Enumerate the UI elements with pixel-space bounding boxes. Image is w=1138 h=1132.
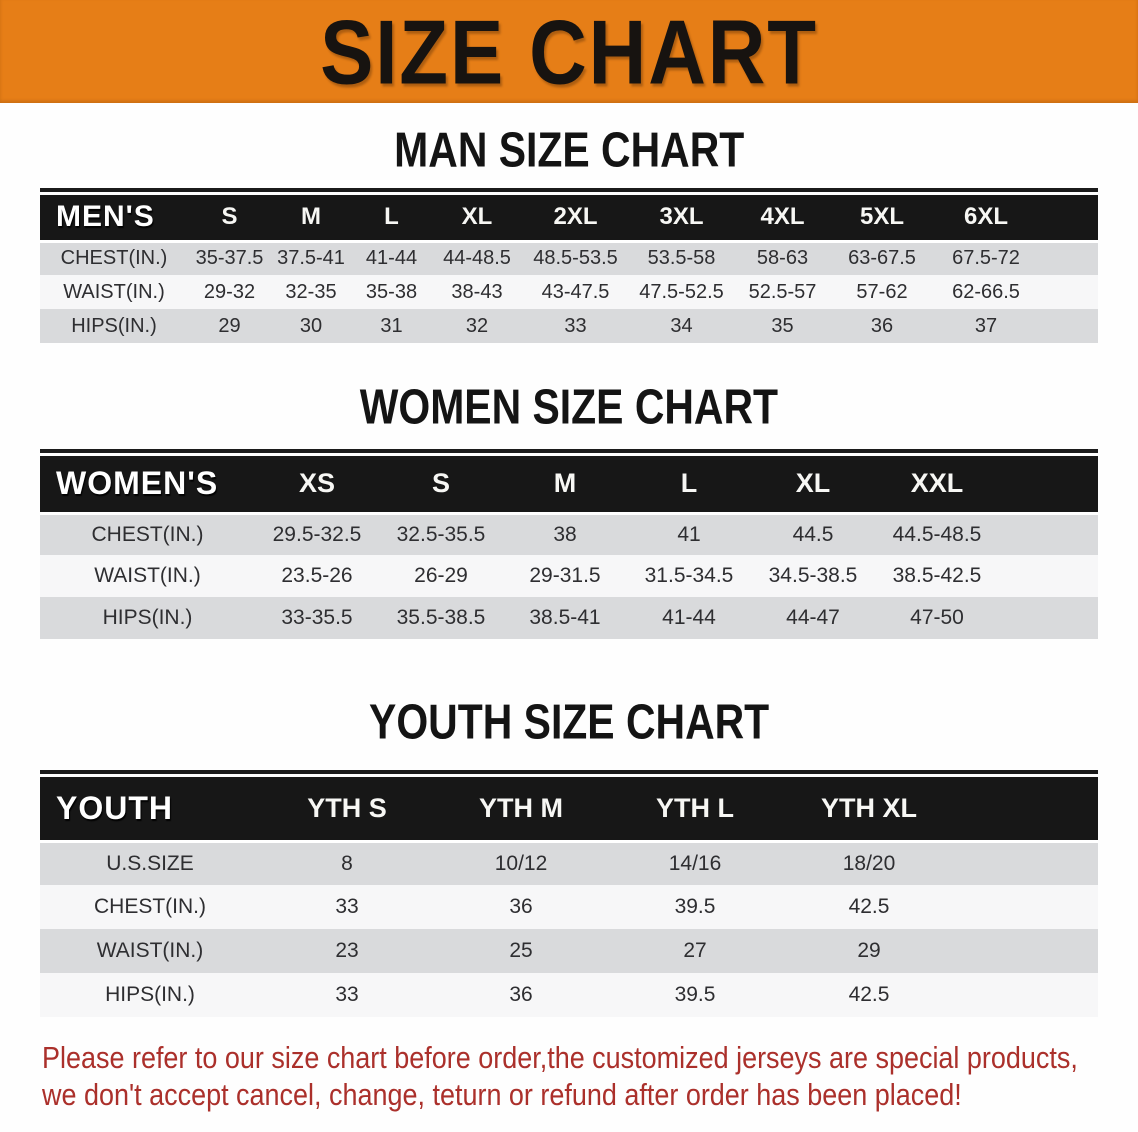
size-cell: 35 [734, 309, 831, 343]
size-cell: 18/20 [782, 841, 956, 885]
spacer-cell [956, 973, 1098, 1017]
size-cell: 29-31.5 [503, 555, 627, 597]
spacer-cell [999, 513, 1098, 555]
women-section-heading [0, 380, 1138, 435]
size-cell: 39.5 [608, 885, 782, 929]
column-header-yth-xl: YTH XL [782, 777, 956, 841]
size-cell: 63-67.5 [831, 241, 933, 275]
row-label: CHEST(IN.) [40, 513, 255, 555]
column-header-s: S [188, 195, 271, 241]
column-header-yth-s: YTH S [260, 777, 434, 841]
size-cell: 67.5-72 [933, 241, 1039, 275]
column-header-xxl: XXL [875, 456, 999, 513]
column-header-xl: XL [751, 456, 875, 513]
size-cell: 38 [503, 513, 627, 555]
column-header-3xl: 3XL [629, 195, 734, 241]
spacer-cell [999, 456, 1098, 513]
banner [0, 0, 1138, 103]
disclaimer-line-2: we don't accept cancel, change, teturn or refund after order has been placed! [42, 1077, 962, 1112]
size-cell: 23 [260, 929, 434, 973]
youth-hips-row [40, 973, 1098, 1017]
women-section-heading-text: WOMEN SIZE CHART [359, 380, 779, 435]
size-cell: 37 [933, 309, 1039, 343]
disclaimer [42, 1039, 1138, 1113]
size-cell: 34.5-38.5 [751, 555, 875, 597]
man-section-heading [0, 123, 1138, 178]
size-cell: 31.5-34.5 [627, 555, 751, 597]
row-label: CHEST(IN.) [40, 241, 188, 275]
size-cell: 44.5-48.5 [875, 513, 999, 555]
size-cell: 33 [522, 309, 629, 343]
size-cell: 41-44 [351, 241, 432, 275]
size-cell: 27 [608, 929, 782, 973]
spacer-cell [1039, 275, 1098, 309]
mens-table-top-rule [40, 188, 1098, 192]
size-cell: 43-47.5 [522, 275, 629, 309]
size-cell: 10/12 [434, 841, 608, 885]
size-cell: 57-62 [831, 275, 933, 309]
man-section-heading-text: MAN SIZE CHART [393, 123, 745, 178]
mens-header-row [40, 195, 1098, 241]
womens-chest-row [40, 513, 1098, 555]
size-cell: 32.5-35.5 [379, 513, 503, 555]
size-cell: 29.5-32.5 [255, 513, 379, 555]
disclaimer-line-1: Please refer to our size chart before order,the customized jerseys are special products, [42, 1040, 1078, 1075]
size-cell: 29 [782, 929, 956, 973]
youth-ussize-row [40, 841, 1098, 885]
size-cell: 35-38 [351, 275, 432, 309]
size-cell: 38-43 [432, 275, 522, 309]
size-cell: 38.5-42.5 [875, 555, 999, 597]
column-header-m: M [503, 456, 627, 513]
size-cell: 62-66.5 [933, 275, 1039, 309]
size-cell: 38.5-41 [503, 597, 627, 639]
size-cell: 47.5-52.5 [629, 275, 734, 309]
size-cell: 33-35.5 [255, 597, 379, 639]
size-cell: 36 [434, 973, 608, 1017]
size-cell: 26-29 [379, 555, 503, 597]
row-label: CHEST(IN.) [40, 885, 260, 929]
size-cell: 48.5-53.5 [522, 241, 629, 275]
size-cell: 23.5-26 [255, 555, 379, 597]
mens-size-table [40, 195, 1098, 343]
row-label: WAIST(IN.) [40, 275, 188, 309]
size-cell: 35-37.5 [188, 241, 271, 275]
size-cell: 52.5-57 [734, 275, 831, 309]
womens-header-row [40, 456, 1098, 513]
womens-waist-row [40, 555, 1098, 597]
size-cell: 29 [188, 309, 271, 343]
spacer-cell [999, 555, 1098, 597]
column-header-4xl: 4XL [734, 195, 831, 241]
column-header-l: L [627, 456, 751, 513]
column-header-xs: XS [255, 456, 379, 513]
size-cell: 35.5-38.5 [379, 597, 503, 639]
row-label: WAIST(IN.) [40, 555, 255, 597]
mens-table-title-cell: MEN'S [40, 195, 188, 241]
womens-table-title-cell: WOMEN'S [40, 456, 255, 513]
mens-table-section [40, 188, 1098, 343]
column-header-yth-m: YTH M [434, 777, 608, 841]
row-label: HIPS(IN.) [40, 973, 260, 1017]
spacer-cell [956, 777, 1098, 841]
youth-waist-row [40, 929, 1098, 973]
column-header-l: L [351, 195, 432, 241]
spacer-cell [1039, 241, 1098, 275]
youth-section-heading [0, 695, 1138, 750]
size-cell: 44.5 [751, 513, 875, 555]
row-label: HIPS(IN.) [40, 597, 255, 639]
womens-hips-row [40, 597, 1098, 639]
size-cell: 32-35 [271, 275, 351, 309]
size-cell: 33 [260, 885, 434, 929]
youth-chest-row [40, 885, 1098, 929]
size-cell: 39.5 [608, 973, 782, 1017]
row-label: WAIST(IN.) [40, 929, 260, 973]
spacer-cell [999, 597, 1098, 639]
size-cell: 41-44 [627, 597, 751, 639]
womens-table-top-rule [40, 449, 1098, 453]
youth-table-title-cell: YOUTH [40, 777, 260, 841]
size-cell: 44-48.5 [432, 241, 522, 275]
column-header-m: M [271, 195, 351, 241]
womens-size-table [40, 456, 1098, 639]
size-cell: 41 [627, 513, 751, 555]
size-cell: 42.5 [782, 885, 956, 929]
size-cell: 31 [351, 309, 432, 343]
column-header-5xl: 5XL [831, 195, 933, 241]
spacer-cell [1039, 195, 1098, 241]
size-cell: 47-50 [875, 597, 999, 639]
size-cell: 32 [432, 309, 522, 343]
size-cell: 58-63 [734, 241, 831, 275]
spacer-cell [956, 929, 1098, 973]
size-cell: 42.5 [782, 973, 956, 1017]
column-header-6xl: 6XL [933, 195, 1039, 241]
size-cell: 44-47 [751, 597, 875, 639]
youth-size-table [40, 777, 1098, 1017]
banner-title: SIZE CHART [320, 0, 818, 103]
size-cell: 33 [260, 973, 434, 1017]
size-cell: 29-32 [188, 275, 271, 309]
youth-header-row [40, 777, 1098, 841]
mens-hips-row [40, 309, 1098, 343]
size-cell: 8 [260, 841, 434, 885]
size-cell: 37.5-41 [271, 241, 351, 275]
spacer-cell [956, 841, 1098, 885]
size-cell: 53.5-58 [629, 241, 734, 275]
youth-table-section [40, 770, 1098, 1017]
column-header-yth-l: YTH L [608, 777, 782, 841]
size-cell: 36 [831, 309, 933, 343]
mens-waist-row [40, 275, 1098, 309]
youth-section-heading-text: YOUTH SIZE CHART [368, 695, 770, 750]
size-cell: 36 [434, 885, 608, 929]
size-cell: 30 [271, 309, 351, 343]
womens-table-section [40, 449, 1098, 639]
spacer-cell [1039, 309, 1098, 343]
size-cell: 34 [629, 309, 734, 343]
size-cell: 14/16 [608, 841, 782, 885]
size-cell: 25 [434, 929, 608, 973]
row-label: HIPS(IN.) [40, 309, 188, 343]
column-header-xl: XL [432, 195, 522, 241]
column-header-2xl: 2XL [522, 195, 629, 241]
column-header-s: S [379, 456, 503, 513]
row-label: U.S.SIZE [40, 841, 260, 885]
youth-table-top-rule [40, 770, 1098, 774]
mens-chest-row [40, 241, 1098, 275]
spacer-cell [956, 885, 1098, 929]
